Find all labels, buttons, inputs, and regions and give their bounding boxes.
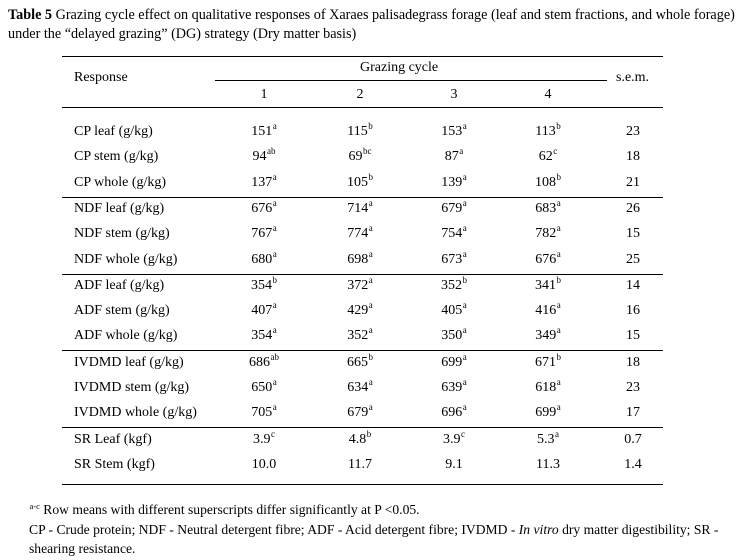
cell-value: 671: [535, 354, 556, 370]
cell-value: 105: [347, 174, 368, 190]
cell-superscript: b: [272, 274, 277, 285]
cell-superscript: a: [462, 223, 467, 234]
table-cell: [535, 248, 561, 268]
table-cell: [537, 428, 559, 448]
cell-value: 11.3: [536, 456, 560, 472]
cell-value: 618: [535, 380, 557, 395]
table-cell: [347, 197, 373, 217]
cell-superscript: a: [462, 325, 467, 336]
cell-superscript: a: [368, 325, 373, 336]
cell-superscript: a: [368, 248, 373, 259]
header-rule: [62, 107, 663, 108]
cell-superscript: a: [556, 325, 561, 336]
cell-value: 714: [347, 200, 369, 216]
cell-value: 87: [444, 149, 459, 165]
table-cell: [535, 402, 561, 421]
cell-value: 673: [441, 251, 463, 267]
grazing-cycle-rule: [215, 80, 607, 81]
table-cell: [441, 377, 467, 396]
cell-value: 679: [441, 200, 463, 216]
cell-superscript: ab: [270, 351, 279, 362]
cell-value: 683: [535, 200, 557, 216]
row-sem: 15: [626, 226, 640, 242]
abbr-text-part1: CP - Crude protein; NDF - Neutral detergent fibre; ADF - Acid detergent fibre; IVDMD -: [29, 522, 519, 537]
row-label: CP stem (g/kg): [74, 149, 159, 165]
cell-superscript: a: [368, 300, 373, 311]
cell-superscript: a: [556, 377, 561, 387]
table-cell: [538, 146, 558, 165]
cell-value: 3.9: [253, 431, 271, 447]
header-sem: s.e.m.: [616, 70, 650, 85]
table-cell: [535, 171, 561, 191]
row-sem: 15: [626, 328, 640, 344]
cell-value: 354: [251, 328, 273, 344]
cell-superscript: a: [272, 171, 277, 182]
header-response: Response: [74, 70, 128, 85]
row-label: SR Leaf (kgf): [74, 431, 152, 447]
cell-value: 676: [535, 251, 557, 267]
table-cell: [347, 402, 373, 421]
cell-value: 3.9: [443, 431, 461, 447]
table-cell: [251, 377, 277, 396]
cell-value: 10.0: [251, 456, 277, 472]
table-cell: [251, 300, 277, 319]
cell-superscript: a: [555, 428, 559, 439]
cell-superscript: b: [368, 121, 373, 131]
table-cell: [251, 223, 277, 242]
row-sem: 23: [626, 124, 640, 139]
cell-superscript: b: [368, 171, 373, 182]
row-label: ADF whole (g/kg): [74, 328, 178, 344]
row-sem: 16: [626, 303, 640, 319]
row-label: IVDMD whole (g/kg): [74, 405, 197, 421]
row-sem: 23: [626, 380, 640, 395]
abbr-italic-in-vitro: In vitro: [518, 522, 559, 537]
row-label: IVDMD leaf (g/kg): [74, 354, 184, 370]
table-cell: [348, 457, 372, 473]
table-cell: [251, 121, 277, 140]
footnote-abbreviations: [29, 520, 741, 558]
cell-superscript: c: [553, 146, 558, 157]
cell-value: 4.8: [348, 431, 367, 447]
table-cell: [441, 223, 467, 242]
cell-superscript: c: [271, 428, 275, 439]
table-cell: [444, 146, 464, 165]
cell-value: 679: [347, 405, 369, 421]
cell-value: 782: [535, 226, 557, 242]
cell-value: 705: [251, 405, 273, 421]
cell-value: 754: [441, 226, 463, 242]
cell-value: 153: [441, 124, 463, 139]
cell-superscript: a: [368, 274, 373, 285]
cell-value: 94: [252, 149, 267, 165]
table-cell: [348, 428, 372, 448]
cell-superscript: c: [461, 428, 465, 439]
cell-superscript: a: [272, 197, 277, 208]
table-cell: [347, 248, 373, 268]
table-cell: [441, 248, 467, 268]
cell-superscript: a: [462, 377, 467, 387]
row-sem: 26: [626, 200, 640, 216]
cell-value: 686: [249, 354, 270, 370]
table-cell: [535, 197, 561, 217]
table-cell: [251, 197, 277, 217]
table-cell: [441, 171, 467, 191]
cell-value: 108: [535, 174, 556, 190]
cell-superscript: a: [462, 248, 467, 259]
cell-value: 696: [441, 405, 463, 421]
table-cell: [441, 351, 467, 371]
cell-superscript: a: [368, 402, 373, 413]
table-cell: [441, 274, 467, 294]
table-cell: [251, 171, 277, 191]
cell-superscript: a: [272, 300, 277, 311]
table-cell: [347, 223, 373, 242]
cell-value: 698: [347, 251, 369, 267]
cell-superscript: b: [556, 274, 561, 285]
cell-superscript: a: [462, 402, 467, 413]
cell-value: 676: [251, 200, 273, 216]
footnote-superscript: a-c: [29, 501, 40, 511]
header-cycle-4: 4: [544, 87, 552, 102]
table-cell: [441, 121, 467, 140]
cell-value: 9.1: [445, 456, 463, 472]
table-cell: [347, 325, 373, 344]
table-cell: [535, 274, 561, 294]
cell-superscript: a: [368, 377, 373, 387]
cell-value: 352: [347, 328, 369, 344]
cell-superscript: a: [272, 377, 277, 387]
caption-text: Grazing cycle effect on qualitative responses of Xaraes palisadegrass forage (leaf and stem fractions, and whole forage) under the “delayed grazing” (DG) strategy (Dry matter basis): [8, 7, 735, 42]
table-cell: [535, 377, 561, 396]
row-sem: 25: [626, 251, 640, 267]
table-cell: [252, 146, 276, 165]
cell-value: 349: [535, 328, 557, 344]
cell-superscript: a: [368, 223, 373, 234]
group-rule: [62, 197, 663, 198]
cell-superscript: b: [556, 121, 561, 131]
cell-value: 151: [251, 124, 273, 139]
cell-value: 115: [347, 124, 368, 139]
cell-superscript: a: [556, 300, 561, 311]
cell-superscript: bc: [363, 146, 372, 157]
row-sem: 18: [626, 149, 640, 165]
row-sem: 21: [626, 174, 640, 190]
cell-value: 11.7: [348, 456, 372, 472]
top-rule: [62, 56, 663, 57]
row-sem: 18: [626, 354, 640, 370]
table-cell: [347, 274, 373, 294]
cell-value: 372: [347, 277, 369, 293]
table-cell: [251, 402, 277, 421]
cell-value: 634: [347, 380, 369, 395]
header-cycle-3: 3: [450, 87, 458, 102]
cell-value: 137: [251, 174, 273, 190]
cell-value: 407: [251, 303, 273, 319]
cell-superscript: b: [366, 428, 372, 439]
row-label: CP leaf (g/kg): [74, 124, 153, 139]
cell-value: 341: [535, 277, 556, 293]
table-cell: [253, 428, 275, 448]
cell-value: 699: [441, 354, 463, 370]
header-cycle-1: 1: [260, 87, 268, 102]
row-sem: 17: [626, 405, 640, 421]
cell-superscript: a: [462, 351, 467, 362]
cell-value: 680: [251, 251, 273, 267]
footnote-significance: [29, 500, 739, 521]
cell-value: 405: [441, 303, 463, 319]
row-label: CP whole (g/kg): [74, 174, 167, 190]
table-cell: [347, 351, 373, 371]
cell-superscript: a: [272, 325, 277, 336]
footnote-significance-text: Row means with different superscripts differ significantly at P <0.05.: [43, 502, 420, 517]
table-cell: [536, 457, 560, 473]
cell-value: 767: [251, 226, 273, 242]
cell-superscript: a: [272, 223, 277, 234]
table-cell: [251, 248, 277, 268]
cell-value: 699: [535, 405, 557, 421]
table-label: Table 5: [8, 7, 53, 23]
row-label: ADF stem (g/kg): [74, 303, 170, 319]
cell-value: 650: [251, 380, 273, 395]
table-cell: [535, 325, 561, 344]
table-cell: [535, 300, 561, 319]
cell-value: 139: [441, 174, 463, 190]
row-label: NDF leaf (g/kg): [74, 200, 165, 216]
table-cell: [251, 325, 277, 344]
table-cell: [441, 300, 467, 319]
cell-superscript: b: [462, 274, 467, 285]
cell-superscript: a: [556, 402, 561, 413]
cell-value: 69: [348, 149, 363, 165]
cell-superscript: a: [556, 248, 561, 259]
cell-superscript: a: [556, 197, 561, 208]
cell-superscript: a: [272, 402, 277, 413]
table-cell: [347, 377, 373, 396]
cell-superscript: a: [272, 121, 277, 131]
cell-value: 639: [441, 380, 463, 395]
row-label: SR Stem (kgf): [74, 456, 155, 472]
cell-superscript: a: [368, 197, 373, 208]
table-cell: [347, 121, 373, 140]
cell-value: 429: [347, 303, 369, 319]
row-label: ADF leaf (g/kg): [74, 277, 165, 293]
abbr-text-part2: dry matter digestibility; SR - shearing resistance.: [29, 522, 719, 556]
cell-value: 416: [535, 303, 557, 319]
cell-value: 665: [347, 354, 368, 370]
row-sem: 14: [626, 277, 640, 293]
row-label: NDF stem (g/kg): [74, 226, 170, 242]
table-cell: [535, 223, 561, 242]
cell-value: 352: [441, 277, 462, 293]
cell-superscript: b: [556, 171, 561, 182]
cell-value: 774: [347, 226, 369, 242]
table-cell: [443, 428, 465, 448]
cell-superscript: b: [556, 351, 561, 362]
table-cell: [347, 171, 373, 191]
bottom-rule: [62, 484, 663, 485]
cell-value: 62: [538, 149, 553, 165]
row-sem: 0.7: [624, 431, 642, 447]
row-label: NDF whole (g/kg): [74, 251, 178, 267]
table-cell: [347, 300, 373, 319]
header-grazing-cycle: Grazing cycle: [360, 60, 439, 75]
table-caption: [8, 6, 736, 44]
cell-superscript: ab: [267, 146, 276, 157]
cell-superscript: b: [368, 351, 373, 362]
cell-superscript: a: [462, 197, 467, 208]
table-cell: [535, 121, 561, 140]
table-cell: [441, 197, 467, 217]
cell-superscript: a: [556, 223, 561, 234]
table-cell: [441, 325, 467, 344]
row-sem: 1.4: [624, 456, 642, 472]
header-cycle-2: 2: [356, 87, 364, 102]
cell-value: 350: [441, 328, 463, 344]
cell-superscript: a: [462, 171, 467, 182]
group-rule: [62, 274, 663, 275]
row-label: IVDMD stem (g/kg): [74, 380, 190, 395]
table-cell: [249, 351, 279, 371]
cell-superscript: a: [459, 146, 464, 157]
cell-superscript: a: [462, 121, 467, 131]
group-rule: [62, 350, 663, 351]
table-cell: [252, 457, 277, 473]
cell-superscript: a: [272, 248, 277, 259]
table-cell: [535, 351, 561, 371]
cell-superscript: a: [462, 300, 467, 311]
table-cell: [445, 457, 463, 473]
table-cell: [348, 146, 372, 165]
group-rule: [62, 427, 663, 428]
cell-value: 354: [251, 277, 272, 293]
cell-value: 5.3: [537, 431, 555, 447]
table-cell: [251, 274, 277, 294]
table-cell: [441, 402, 467, 421]
cell-value: 113: [535, 124, 556, 139]
